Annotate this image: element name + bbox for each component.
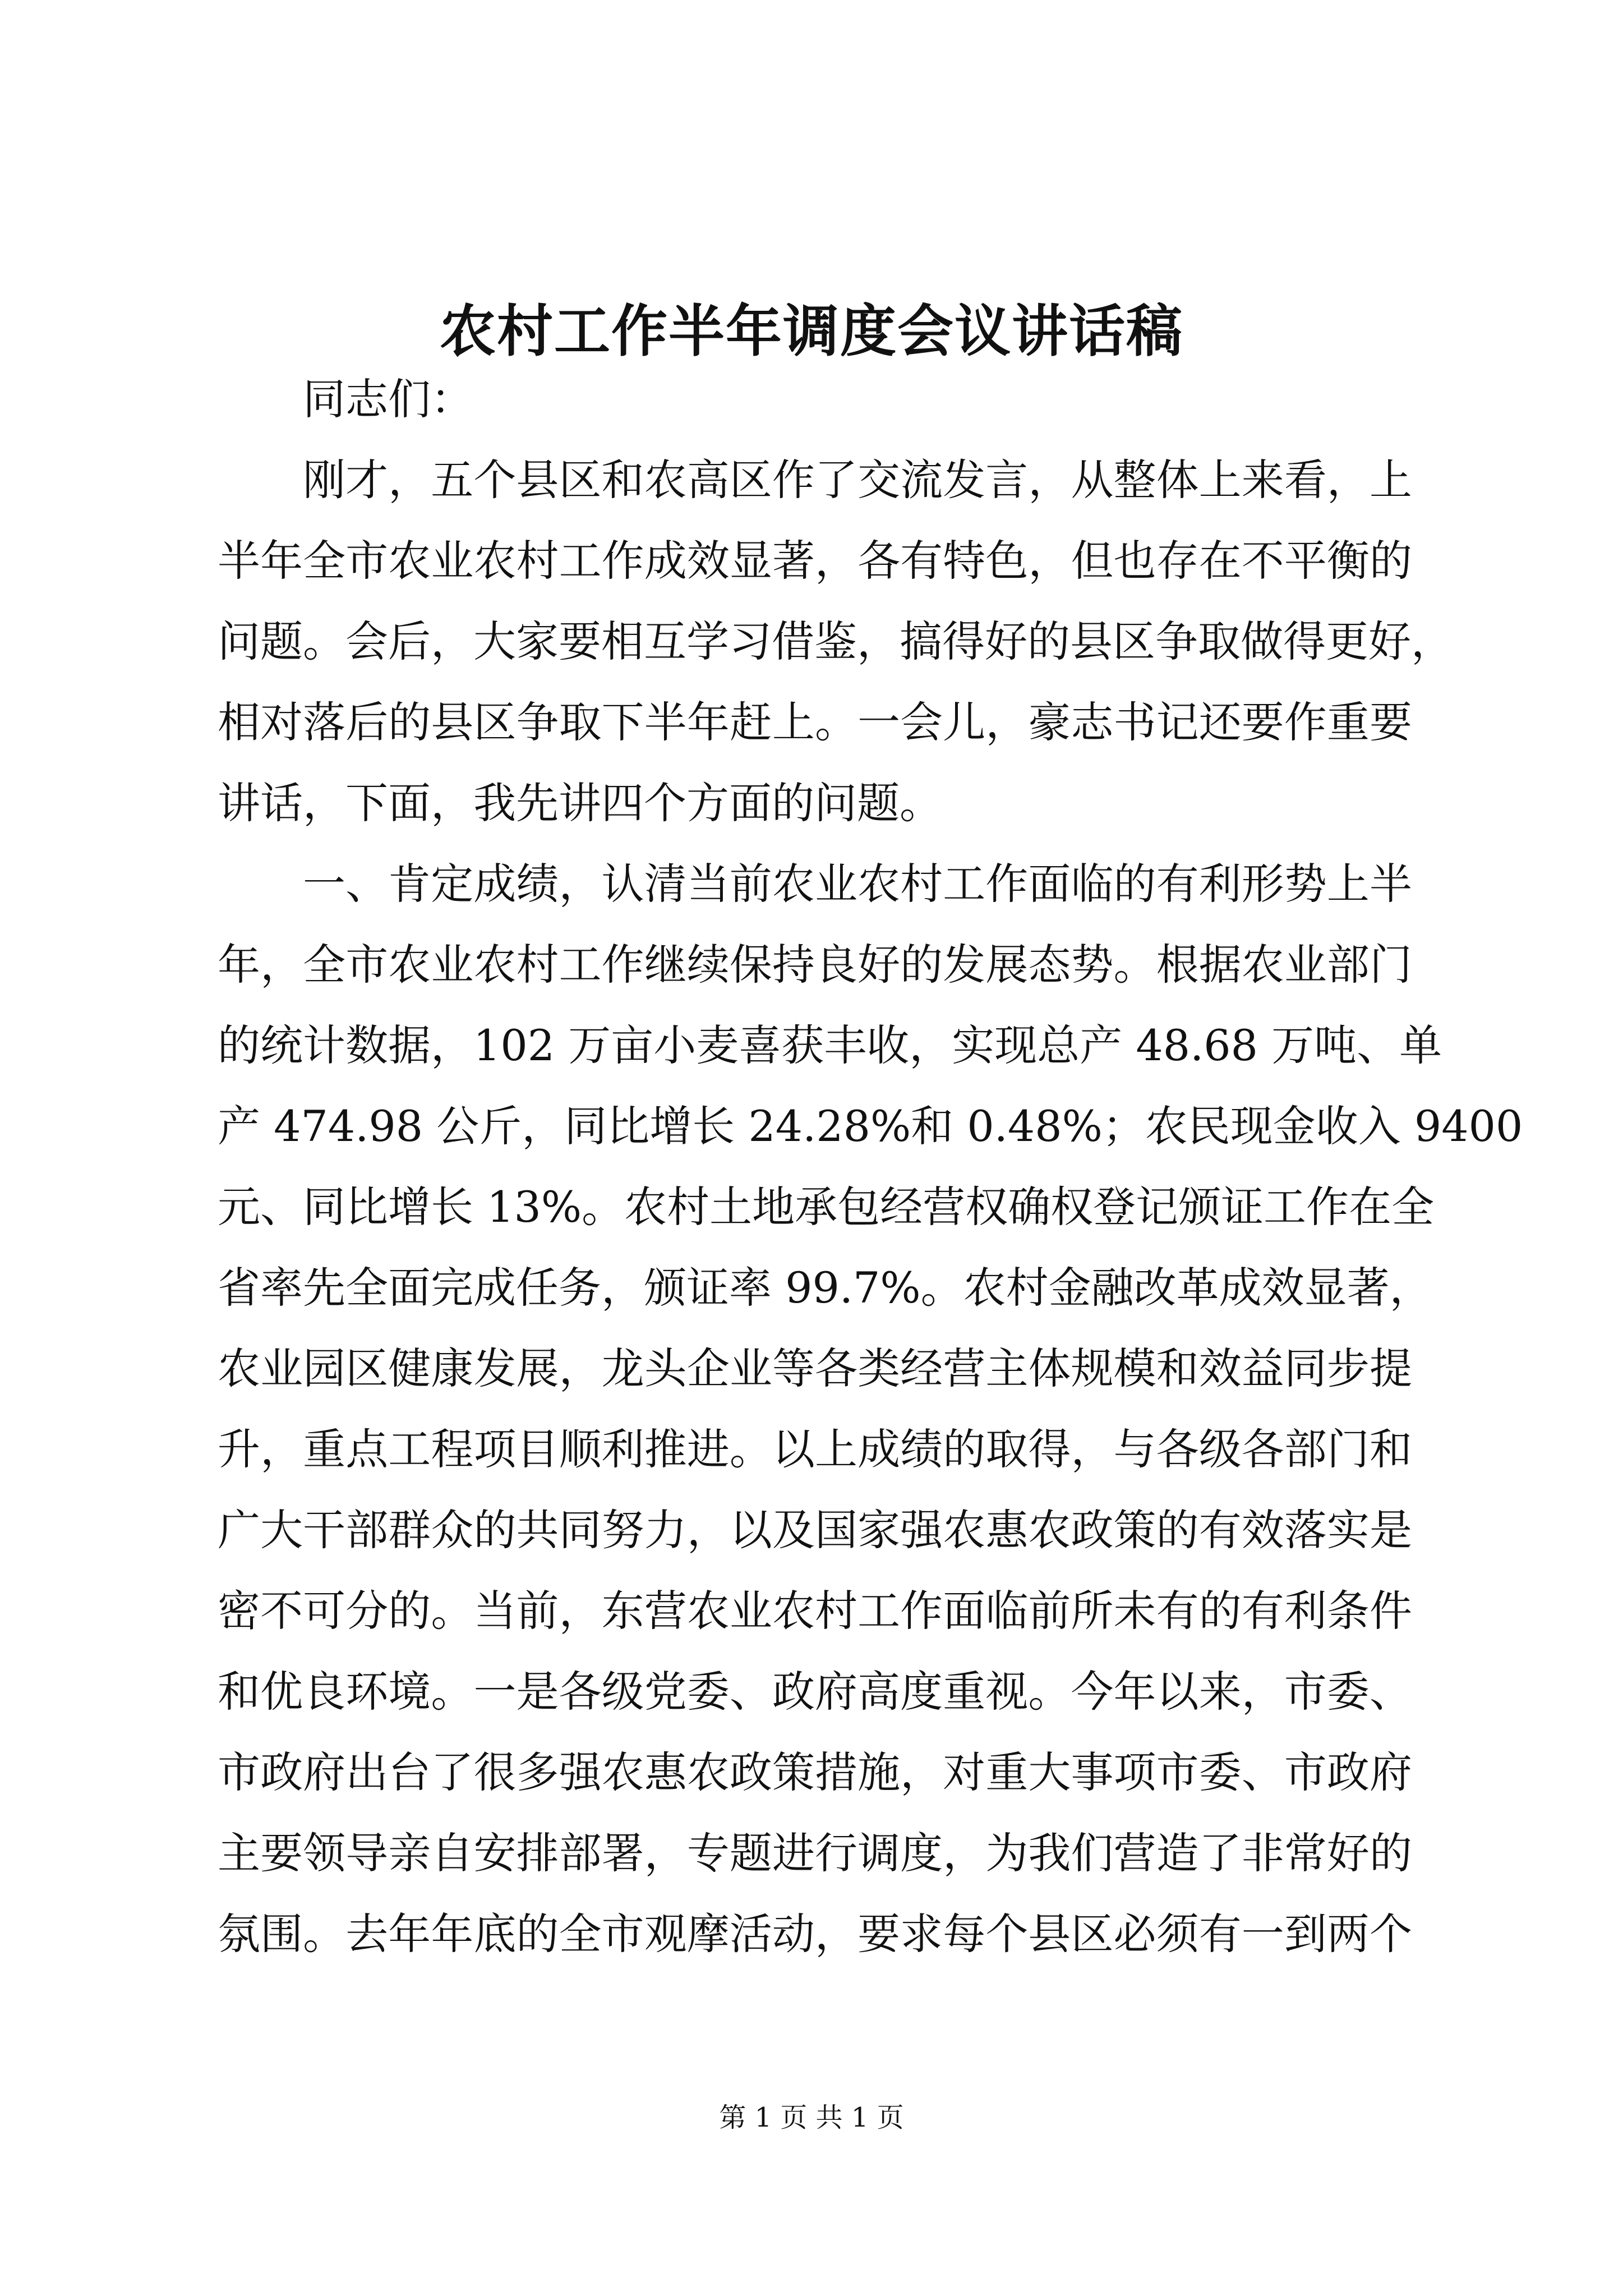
body-line: 升，重点工程项目顺利推进。以上成绩的取得，与各级各部门和: [218, 1424, 1412, 1474]
body-line: 元、同比增长 13%。农村土地承包经营权确权登记颁证工作在全: [218, 1182, 1435, 1232]
body-line: 和优良环境。一是各级党委、政府高度重视。今年以来，市委、: [218, 1667, 1412, 1717]
body-line: 氛围。去年年底的全市观摩活动，要求每个县区必须有一到两个: [218, 1909, 1412, 1959]
document-body: [218, 359, 1523, 1975]
body-line: 广大干部群众的共同努力，以及国家强农惠农政策的有效落实是: [218, 1505, 1412, 1555]
body-line: 讲话，下面，我先讲四个方面的问题。: [218, 778, 942, 828]
salutation-line: 同志们：: [303, 374, 473, 424]
body-line: 市政府出台了很多强农惠农政策措施，对重大事项市委、市政府: [218, 1747, 1412, 1797]
body-line: 半年全市农业农村工作成效显著，各有特色，但也存在不平衡的: [218, 536, 1412, 586]
body-line: 一、肯定成绩，认清当前农业农村工作面临的有利形势上半: [303, 859, 1412, 909]
document-title: 农村工作半年调度会议讲话稿: [440, 298, 1183, 364]
body-line: 刚才，五个县区和农高区作了交流发言，从整体上来看，上: [303, 455, 1412, 505]
body-line: 的统计数据，102 万亩小麦喜获丰收，实现总产 48.68 万吨、单: [218, 1020, 1442, 1070]
body-line: 问题。会后，大家要相互学习借鉴，搞得好的县区争取做得更好，: [218, 616, 1454, 666]
body-line: 省率先全面完成任务，颁证率 99.7%。农村金融改革成效显著，: [218, 1263, 1432, 1313]
page-number-footer: 第 1 页 共 1 页: [719, 2102, 904, 2133]
body-line: 主要领导亲自安排部署，专题进行调度，为我们营造了非常好的: [218, 1828, 1412, 1878]
body-line: 年，全市农业农村工作继续保持良好的发展态势。根据农业部门: [218, 940, 1412, 990]
body-line: 产 474.98 公斤，同比增长 24.28%和 0.48%；农民现金收入 9400: [218, 1101, 1523, 1151]
body-line: 相对落后的县区争取下半年赶上。一会儿，豪志书记还要作重要: [218, 697, 1412, 747]
body-line: 农业园区健康发展，龙头企业等各类经营主体规模和效益同步提: [218, 1343, 1412, 1393]
body-line: 密不可分的。当前，东营农业农村工作面临前所未有的有利条件: [218, 1586, 1412, 1636]
